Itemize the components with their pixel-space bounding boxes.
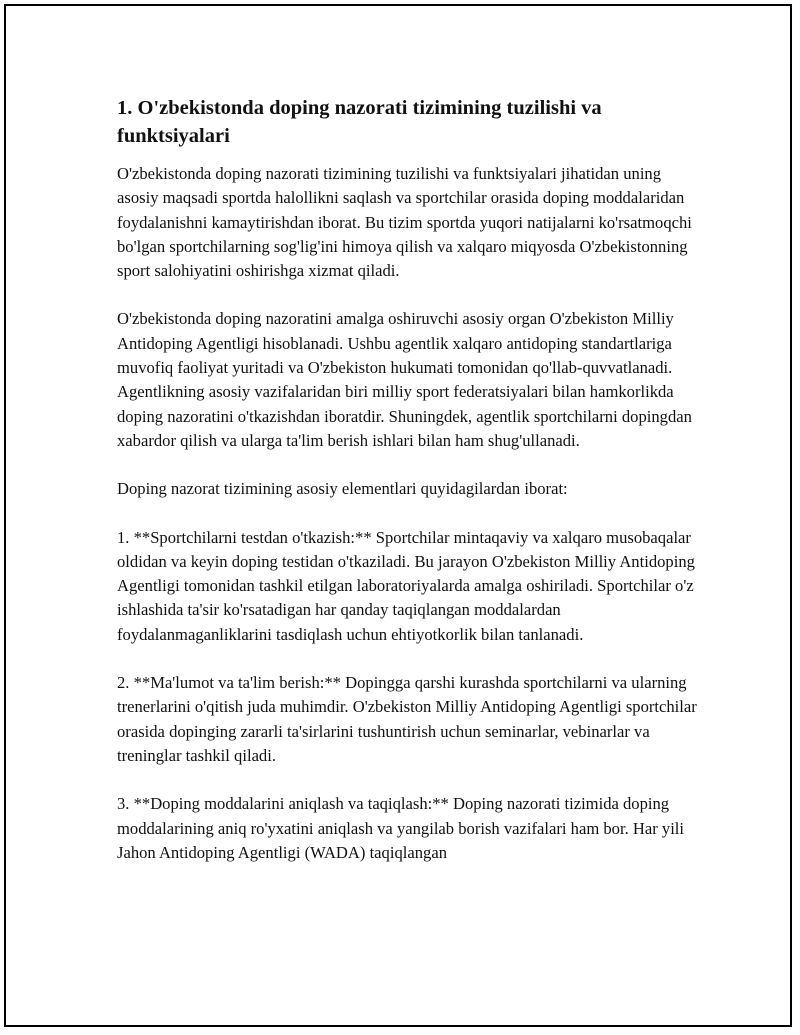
- document-body: [117, 94, 697, 889]
- list-item-substances: 3. **Doping moddalarini aniqlash va taqiqlash:** Doping nazorati tizimida doping moddalarining aniq ro'yxatini aniqlash va yangilab borish vazifalari ham bor. Har yili Jahon Antidoping Agentligi (WADA) taqiqlangan: [117, 794, 685, 862]
- list-item-testing: 1. **Sportchilarni testdan o'tkazish:** Sportchilar mintaqaviy va xalqaro musobaqalar oldidan va keyin doping testidan o'tkaziladi. Bu jarayon O'zbekiston Milliy Antidoping Agentligi tomonidan tashkil etilgan laboratoriyalarda amalga oshiriladi. Sportchilar o'z ishlashida ta'sir ko'rsatadigan har qanday taqiqlangan moddalardan foydalanmaganliklarini tasdiqlash uchun ehtiyotkorlik bilan tanlanadi.: [117, 527, 695, 644]
- paragraph-agency: O'zbekistonda doping nazoratini amalga oshiruvchi asosiy organ O'zbekiston Milliy Antidoping Agentligi hisoblanadi. Ushbu agentlik xalqaro antidoping standartlariga muvofiq faoliyat yuritadi va O'zbekiston hukumati tomonidan qo'llab-quvvatlanadi. Agentlikning asosiy vazifalaridan biri milliy sport federatsiyalari bilan hamkorlikda doping nazoratini o'tkazishdan iboratdir. Shuningdek, agentlik sportchilarni dopingdan xabardor qilish va ularga ta'lim berish ishlari bilan ham shug'ullanadi.: [117, 309, 692, 450]
- paragraph-intro: O'zbekistonda doping nazorati tizimining tuzilishi va funktsiyalari jihatidan uning asosiy maqsadi sportda halollikni saqlash va sportchilar orasida doping moddalaridan foydalanishni kamaytirishdan iborat. Bu tizim sportda yuqori natijalarni ko'rsatmoqchi bo'lgan sportchilarning sog'lig'ini himoya qilish va xalqaro miqyosda O'zbekistonning sport salohiyatini oshirishga xizmat qiladi.: [117, 164, 692, 281]
- paragraph-elements-intro: Doping nazorat tizimining asosiy elementlari quyidagilardan iborat:: [117, 479, 568, 499]
- list-item-education: 2. **Ma'lumot va ta'lim berish:** Dopingga qarshi kurashda sportchilarni va ularning trenerlarini o'qitish juda muhimdir. O'zbekiston Milliy Antidoping Agentligi sportchilar orasida dopinging zararli ta'sirlarini tushuntirish uchun seminarlar, vebinarlar va treninglar tashkil qiladi.: [117, 673, 697, 765]
- document-title: 1. O'zbekistonda doping nazorati tizimining tuzilishi va funktsiyalari: [117, 97, 602, 147]
